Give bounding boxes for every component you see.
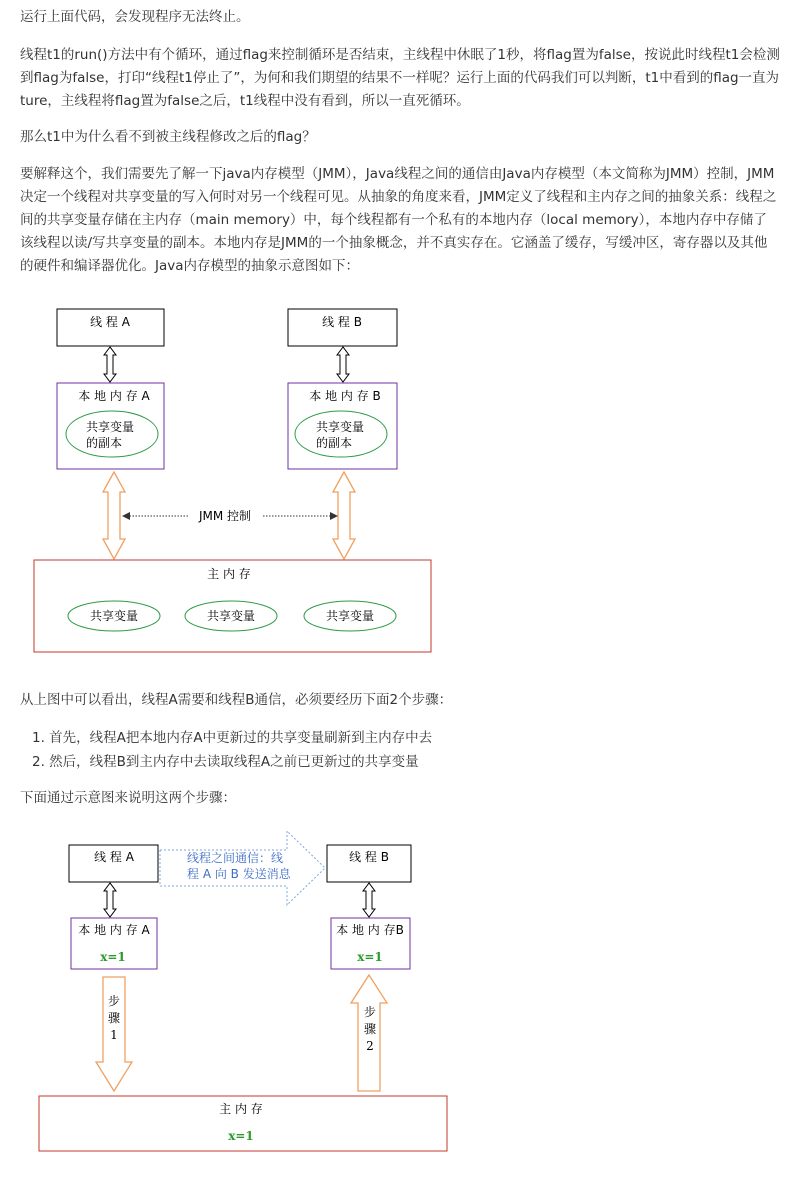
- copy-b-line2: 的副本: [315, 436, 353, 450]
- copy-a-line2: 的副本: [85, 436, 123, 450]
- paragraph-intro: 运行上面代码，会发现程序无法终止。: [20, 9, 250, 25]
- main-memory-label: 主 内 存: [207, 567, 251, 581]
- copy-b-line1: 共享变量: [315, 420, 365, 434]
- paragraph-jmm: 要解释这个，我们需要先了解一下java内存模型（JMM），Java线程之间的通信由Java内存模型（本文简称为JMM）控制，JMM决定一个线程对共享变量的写入何时对另一个线程可见。从抽象的角度来看，JMM定义了线程和主内存之间的抽象关系：线程之间的共享变量存储在主内存（main memory）中，每个线程都有一个私有的本地内存（local memory），本地内存中存储了该线程以读/写共享变量的副本。本地内存是JMM的一个抽象概念，并不真实存在。它涵盖了缓存，写缓冲区，寄存器以及其他的硬件和编译器优化。Java内存模型的抽象示意图如下：: [20, 166, 777, 274]
- message-line1: 线程之间通信：线: [187, 851, 284, 865]
- jmm-abstract-diagram: [0, 300, 809, 660]
- thread-b-label: 线 程 B: [349, 850, 389, 864]
- copy-ellipse-b: [295, 411, 387, 457]
- copy-a-line1: 共享变量: [85, 420, 135, 434]
- jmm-control-label: JMM 控制: [198, 509, 252, 523]
- list-item: 2. 然后，线程B到主内存中去读取线程A之前已更新过的共享变量: [32, 754, 419, 770]
- main-x-value: x=1: [228, 1129, 254, 1143]
- shared-var-label-1: 共享变量: [89, 609, 139, 623]
- step1-char3: 1: [110, 1028, 118, 1042]
- paragraph-two-steps: 从上图中可以看出，线程A需要和线程B通信，必须要经历下面2个步骤：: [20, 692, 453, 708]
- local-memory-a-label: 本 地 内 存 A: [78, 389, 150, 403]
- shared-var-label-3: 共享变量: [325, 609, 375, 623]
- thread-a-local-arrow: [104, 883, 116, 917]
- main-memory-label: 主 内 存: [219, 1102, 263, 1116]
- step1-char1: 步: [107, 994, 121, 1008]
- step2-char1: 步: [363, 1005, 377, 1019]
- local-memory-b-label: 本 地 内 存 B: [309, 389, 381, 403]
- local-a-main-arrow: [103, 472, 125, 559]
- message-line2: 程 A 向 B 发送消息: [187, 867, 291, 881]
- local-memory-b-label: 本 地 内 存B: [336, 923, 404, 937]
- thread-b-label: 线 程 B: [322, 315, 362, 329]
- paragraph-explanation: 线程t1的run()方法中有个循环，通过flag来控制循环是否结束，主线程中休眠了1秒，将flag置为false，按说此时线程t1会检测到flag为false，打印“线程t1停止了”，为何和我们期望的结果不一样呢？运行上面的代码我们可以判断，t1中看到的flag一直为ture，主线程将flag置为false之后，t1线程中没有看到，所以一直死循环。: [20, 47, 780, 109]
- local-memory-a-label: 本 地 内 存 A: [78, 923, 150, 937]
- local-a-x-value: x=1: [100, 950, 126, 964]
- list-item: 1. 首先，线程A把本地内存A中更新过的共享变量刷新到主内存中去: [32, 730, 433, 746]
- step2-char3: 2: [366, 1039, 374, 1053]
- thread-b-local-arrow: [337, 347, 349, 382]
- local-b-x-value: x=1: [357, 950, 383, 964]
- paragraph-question: 那么t1中为什么看不到被主线程修改之后的flag？: [20, 129, 316, 145]
- step2-char2: 骤: [363, 1022, 377, 1036]
- paragraph-illustration: 下面通过示意图来说明这两个步骤：: [20, 790, 236, 806]
- thread-a-local-arrow: [104, 347, 116, 382]
- step1-char2: 骤: [107, 1011, 121, 1025]
- thread-a-label: 线 程 A: [94, 850, 134, 864]
- thread-a-label: 线 程 A: [90, 315, 130, 329]
- thread-b-local-arrow: [363, 883, 375, 917]
- steps-list: [32, 726, 772, 774]
- shared-var-label-2: 共享变量: [206, 609, 256, 623]
- copy-ellipse-a: [66, 411, 158, 457]
- thread-communication-diagram: [0, 825, 809, 1165]
